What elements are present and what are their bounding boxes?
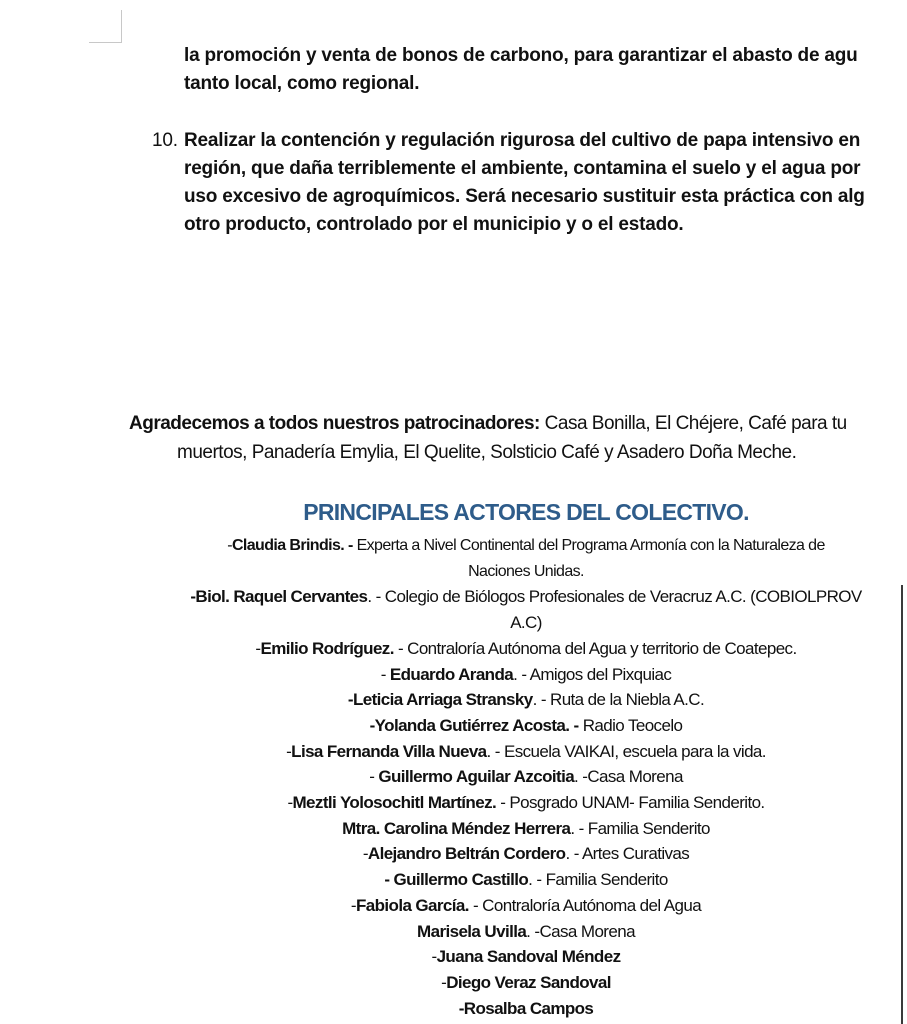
actor-row	[0, 790, 907, 816]
actor-description: . - Artes Curativas	[565, 844, 690, 864]
actor-description: A.C)	[510, 613, 542, 633]
actors-heading: PRINCIPALES ACTORES DEL COLECTIVO.	[303, 499, 749, 525]
actor-name: Fabiola García.	[355, 895, 469, 915]
actor-prefix: -	[350, 895, 356, 915]
actor-name: -Leticia Arriaga Stransky	[347, 690, 533, 710]
actor-name: Claudia Brindis. -	[231, 537, 353, 554]
actor-row	[0, 687, 907, 713]
actor-prefix: -	[286, 741, 292, 761]
paragraph-line: región, que daña terriblemente el ambiente, contamina el suelo y el agua por	[184, 158, 861, 179]
actor-name: Diego Veraz Sandoval	[446, 972, 611, 992]
actor-row	[0, 559, 907, 585]
actor-prefix: -	[255, 638, 261, 658]
actor-row	[0, 919, 907, 945]
actor-row	[0, 970, 907, 996]
actor-name: -Biol. Raquel Cervantes	[190, 587, 368, 607]
actor-row	[0, 893, 907, 919]
list-item-9	[184, 42, 907, 98]
actor-description: . -Casa Morena	[526, 921, 635, 941]
actor-prefix: -	[380, 664, 390, 684]
actor-description: Radio Teocelo	[578, 715, 683, 735]
list-item-10	[152, 127, 907, 239]
actor-prefix: -	[431, 947, 437, 967]
actor-row	[0, 764, 907, 790]
actor-row	[0, 996, 907, 1022]
actor-description: . - Familia Senderito	[570, 818, 710, 838]
paragraph-line: tanto local, como regional.	[184, 73, 420, 94]
actor-description: - Contraloría Autónoma del Agua	[468, 895, 702, 915]
actor-description: . - Ruta de la Niebla A.C.	[532, 690, 705, 710]
actor-name: -Rosalba Campos	[458, 998, 594, 1018]
sponsors-list: Casa Bonilla, El Chéjere, Café para tu	[539, 413, 847, 434]
paragraph-line: otro producto, controlado por el municipio y o el estado.	[184, 214, 684, 235]
actor-row	[0, 610, 907, 636]
actor-name: Eduardo Aranda	[389, 664, 514, 684]
paragraph-line: la promoción y venta de bonos de carbono, para garantizar el abasto de agu	[184, 45, 858, 66]
actor-description: . - Amigos del Pixquiac	[513, 664, 672, 684]
sponsors-label: Agradecemos a todos nuestros patrocinadores:	[129, 413, 540, 434]
actor-name: Alejandro Beltrán Cordero	[367, 844, 566, 864]
actor-row	[0, 816, 907, 842]
actor-description: . -Casa Morena	[574, 767, 683, 787]
actor-description: - Contraloría Autónoma del Agua y territorio de Coatepec.	[393, 638, 797, 658]
actor-prefix: -	[441, 972, 447, 992]
actor-prefix: -	[369, 767, 379, 787]
actor-name: Emilio Rodríguez.	[260, 638, 394, 658]
actor-description: Naciones Unidas.	[468, 562, 584, 580]
paragraph-line: Realizar la contención y regulación rigurosa del cultivo de papa intensivo en	[184, 130, 861, 151]
paragraph-line: uso excesivo de agroquímicos. Será necesario sustituir esta práctica con alg	[184, 186, 865, 207]
page-corner-mark	[89, 10, 122, 43]
actor-name: Mtra. Carolina Méndez Herrera	[342, 818, 571, 838]
actor-name: Lisa Fernanda Villa Nueva	[291, 741, 487, 761]
actor-description: . - Familia Senderito	[528, 870, 668, 890]
sponsors-line: muertos, Panadería Emylia, El Quelite, Solsticio Café y Asadero Doña Meche.	[177, 442, 797, 463]
sponsors-line	[120, 409, 907, 438]
actor-row	[0, 636, 907, 662]
actor-row	[0, 662, 907, 688]
actor-prefix: -	[362, 844, 368, 864]
actors-list	[0, 533, 907, 1021]
actor-prefix: -	[287, 793, 293, 813]
actor-name: Marisela Uvilla	[417, 921, 527, 941]
actor-description: Experta a Nivel Continental del Programa Armonía con la Naturaleza de	[352, 537, 825, 554]
actor-name: - Guillermo Castillo	[384, 870, 529, 890]
actor-row	[0, 584, 907, 610]
actor-name: Guillermo Aguilar Azcoitia	[378, 767, 575, 787]
actor-row	[0, 841, 907, 867]
actor-description: . - Colegio de Biólogos Profesionales de Veracruz A.C. (COBIOLPROV	[367, 587, 862, 607]
list-number: 10.	[152, 130, 178, 151]
actor-row	[0, 713, 907, 739]
actor-name: -Yolanda Gutiérrez Acosta. -	[369, 715, 579, 735]
actor-description: - Posgrado UNAM- Familia Senderito.	[496, 793, 765, 813]
actor-prefix: -	[227, 537, 232, 554]
actor-row	[0, 944, 907, 970]
actor-row	[0, 867, 907, 893]
sponsors-paragraph	[120, 409, 907, 467]
actor-name: Meztli Yolosochitl Martínez.	[292, 793, 497, 813]
actor-row	[0, 533, 907, 559]
actor-description: . - Escuela VAIKAI, escuela para la vida.	[486, 741, 766, 761]
actor-row	[0, 739, 907, 765]
actor-name: Juana Sandoval Méndez	[436, 947, 621, 967]
